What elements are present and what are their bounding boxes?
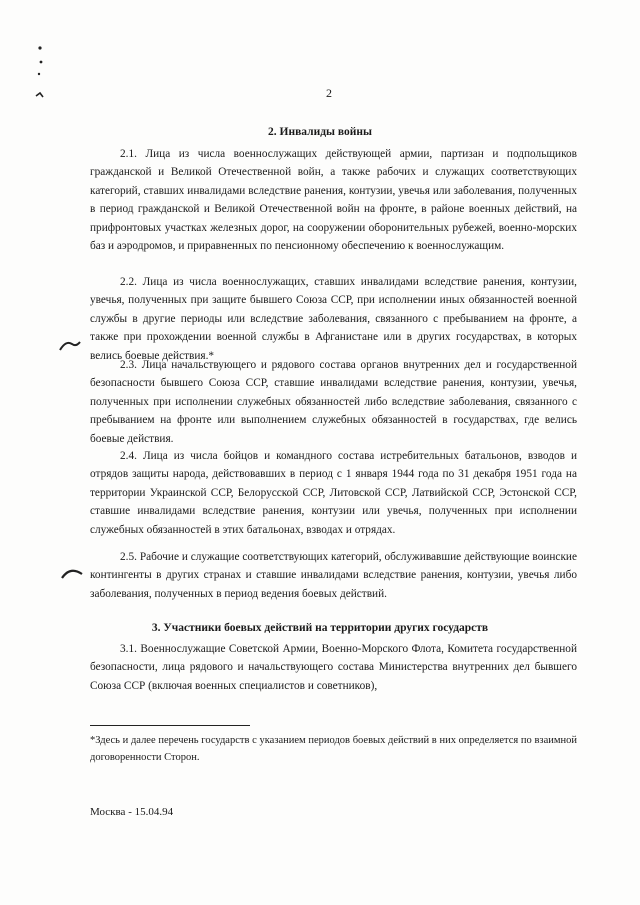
footnote: *Здесь и далее перечень государств с указанием периодов боевых действий в них определяется по взаимной договоренности Сторон. <box>90 735 577 763</box>
paragraph-2-3: 2.3. Лица начальствующего и рядового состава органов внутренних дел и государственной безопасности бывшего Союза ССР, ставшие инвалидами вследствие ранения, контузии, увечья, полученных при исполнении служебных обязанностей либо вследствие заболевания, связанного с пребыванием на фронте или выполнением служебных обязанностей в государствах, где велись боевые действия. <box>90 359 577 445</box>
paragraph-2-1: 2.1. Лица из числа военнослужащих действующей армии, партизан и подпольщиков гражданской и Великой Отечественной войн, а также рабочих и служащих соответствующих категорий, ставших инвалидами вследствие ранения, контузии, увечья или заболевания, полученных в период гражданской и Великой Отечественной войн на фронте, в районе военных действий, на прифронтовых участках железных дорог, на сооружении оборонительных рубежей, военно-морских баз и аэродромов, и приравненных по пенсионному обеспечению к военнослужащим. <box>90 148 577 253</box>
scan-specks <box>30 44 50 104</box>
paragraph-2-4: 2.4. Лица из числа бойцов и командного состава истребительных батальонов, взводов и отрядов защиты народа, действовавших в период с 1 января 1944 года по 31 декабря 1951 года на территории Украинской ССР, Белорусской ССР, Литовской ССР, Латвийской ССР, Эстонской ССР, ставшие инвалидами вследствие ранения, контузии или увечья, полученных при исполнении служебных обязанностей в этих батальонах, взводах и отрядах. <box>90 450 577 536</box>
footnote-separator <box>90 725 250 726</box>
paragraph-2-5: 2.5. Рабочие и служащие соответствующих категорий, обслуживавшие действующие воинские контингенты в других странах и ставшие инвалидами вследствие ранения, контузии, увечья либо заболевания, полученных в период ведения боевых действий. <box>90 551 577 600</box>
place-and-date: Москва - 15.04.94 <box>90 806 174 818</box>
paragraph-2-2: 2.2. Лица из числа военнослужащих, ставших инвалидами вследствие ранения, контузии, увечья, полученных при защите бывшего Союза ССР, при исполнении иных обязанностей военной службы в другие периоды или вследствие заболевания, связанного с пребыванием на фронте, а также при прохождении военной службы в Афганистане или в других государствах, в которых велись боевые действия.* <box>90 276 577 362</box>
section-2-heading: 2. Инвалиды войны <box>268 126 372 138</box>
section-3-heading: 3. Участники боевых действий на территории других государств <box>151 622 489 634</box>
paragraph-3-1: 3.1. Военнослужащие Советской Армии, Военно-Морского Флота, Комитета государственной безопасности, лица рядового и начальствующего состава Министерства внутренних дел бывшего Союза ССР (включая военных специалистов и советников), <box>90 643 577 692</box>
page-number: 2 <box>326 86 332 100</box>
handwritten-arc-mark <box>60 566 84 580</box>
handwritten-check-mark <box>58 338 82 354</box>
